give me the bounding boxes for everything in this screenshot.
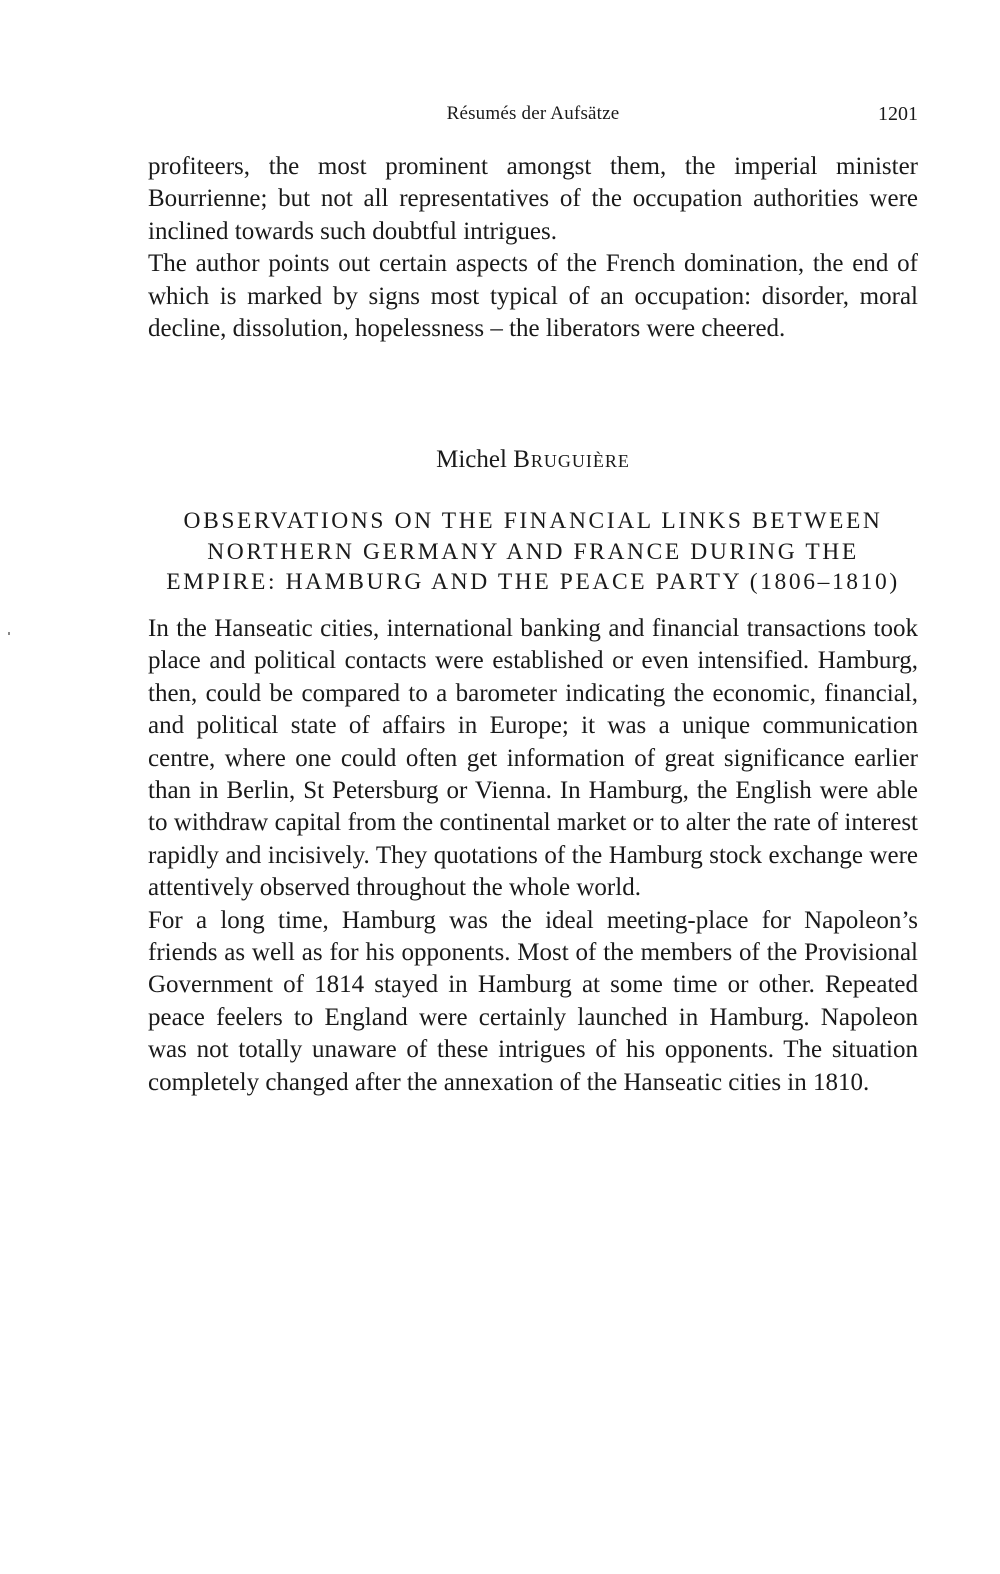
article-title: OBSERVATIONS ON THE FINANCIAL LINKS BETWEEN NORTHERN GERMANY AND FRANCE DURING THE EMPIRE: HAMBURG AND THE PEACE PARTY (1806–1810) — [166, 508, 900, 595]
author-first-name: Michel — [436, 446, 507, 473]
running-title: Résumés der Aufsätze — [446, 103, 620, 124]
article-author — [148, 446, 918, 474]
page-number: 1201 — [878, 103, 918, 125]
author-surname: Bruguière — [513, 446, 630, 473]
previous-article-text — [148, 151, 918, 345]
paragraph: profiteers, the most prominent amongst them, the imperial minister Bourrienne; but not all representatives of the occupation authorities were inclined towards such doubtful intrigues. — [148, 153, 918, 245]
running-head — [148, 103, 918, 133]
paragraph: In the Hanseatic cities, international banking and financial transactions took place and political contacts were established or even intensified. Hamburg, then, could be compared to a barometer indicating the economic, financial, and political state of affairs in Europe; it was a unique communication centre, where one could often get information of great significance earlier than in Berlin, St Petersburg or Vienna. In Hamburg, the English were able to withdraw capital from the continental market or to alter the rate of interest rapidly and incisively. They quotations of the Hamburg stock exchange were attentively observed throughout the whole world. — [148, 615, 918, 902]
paragraph: The author points out certain aspects of the French domination, the end of which is marked by signs most typical of an occupation: disorder, moral decline, dissolution, hopelessness – the liberators were cheered. — [148, 250, 918, 343]
paragraph: For a long time, Hamburg was the ideal meeting-place for Napoleon’s friends as well as for his opponents. Most of the members of the Provisional Government of 1814 stayed in Hamburg at some time or other. Repeated peace feelers to England were certainly launched in Hamburg. Napoleon was not totally unaware of these intrigues of his opponents. The situation completely changed after the annexation of the Hanseatic cities in 1810. — [148, 906, 918, 1096]
scan-artifact — [8, 632, 10, 635]
article-abstract — [148, 613, 918, 1099]
